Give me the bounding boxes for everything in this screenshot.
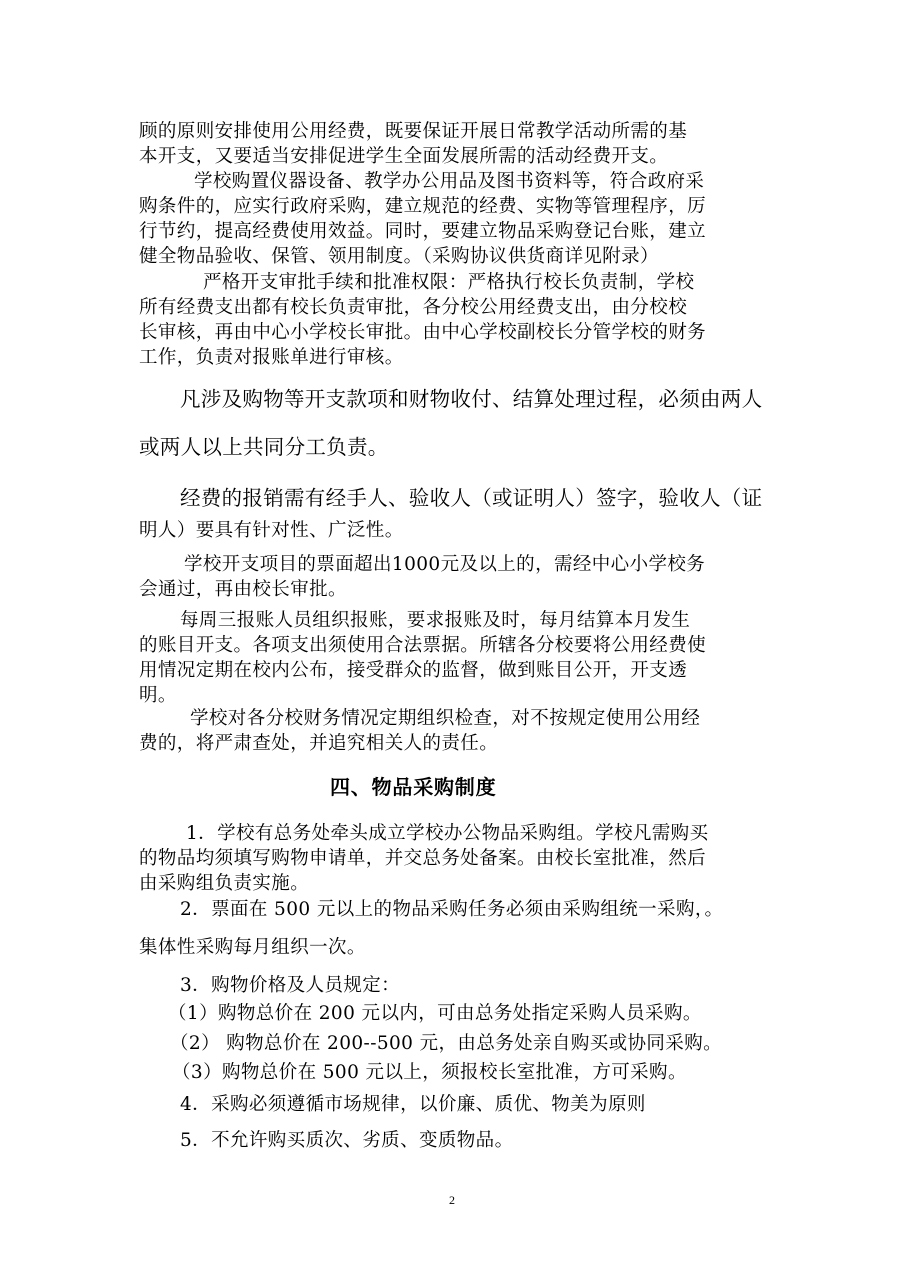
text-line: 2．票面在 500 元以上的物品采购任务必须由采购组统一采购，。 (180, 899, 724, 920)
text-line: 4．采购必须遵循市场规律，以价廉、质优、物美为原则 (180, 1094, 646, 1115)
text-line: 学校对各分校财务情况定期组织检查，对不按规定使用公用经 (190, 708, 701, 729)
text-line: 顾的原则安排使用公用经费，既要保证开展日常教学活动所需的基 (139, 121, 688, 142)
section-heading: 四、物品采购制度 (330, 775, 497, 799)
text-line: 用情况定期在校内公布，接受群众的监督，做到账目公开，开支透 (139, 660, 688, 681)
text-line: 经费的报销需有经手人、验收人（或证明人）签字，验收人（证 (180, 486, 763, 510)
text-line: 所有经费支出都有校长负责审批，各分校公用经费支出，由分校校 (139, 297, 688, 318)
text-line: 会通过，再由校长审批。 (139, 579, 347, 600)
text-line: 费的，将严肃查处，并追究相关人的责任。 (139, 733, 499, 754)
text-line: 每周三报账人员组织报账，要求报账及时，每月结算本月发生 (180, 610, 691, 631)
text-line: 凡涉及购物等开支款项和财物收付、结算处理过程，必须由两人 (180, 387, 763, 411)
text-line: 本开支，又要适当安排促进学生全面发展所需的活动经费开支。 (139, 146, 669, 167)
text-line: 长审核，再由中心小学校长审批。由中心学校副校长分管学校的财务 (139, 322, 707, 343)
text-line: 1．学校有总务处牵头成立学校办公物品采购组。学校凡需购买 (186, 823, 709, 844)
text-line: 的账目开支。各项支出须使用合法票据。所辖各分校要将公用经费使 (139, 635, 707, 656)
text-line: 集体性采购每月组织一次。 (139, 937, 366, 958)
text-line: 的物品均须填写购物申请单，并交总务处备案。由校长室批准，然后 (139, 848, 707, 869)
text-line: 行节约，提高经费使用效益。同时，要建立物品采购登记台账，建立 (139, 221, 707, 242)
text-line: （3）购物总价在 500 元以上，须报校长室批准，方可采购。 (172, 1062, 687, 1083)
text-line: 严格开支审批手续和批准权限：严格执行校长负责制，学校 (203, 272, 695, 293)
text-line: 工作，负责对报账单进行审核。 (139, 347, 404, 368)
text-line: 5．不允许购买质次、劣质、变质物品。 (180, 1130, 514, 1151)
text-line: 明人）要具有针对性、广泛性。 (139, 520, 404, 541)
text-line: 由采购组负责实施。 (139, 873, 310, 894)
text-line: 购条件的，应实行政府采购，建立规范的经费、实物等管理程序，厉 (139, 196, 707, 217)
text-line: 学校购置仪器设备、教学办公用品及图书资料等，符合政府采 (194, 171, 705, 192)
text-line: 健全物品验收、保管、领用制度。（采购协议供货商详见附录） (139, 246, 659, 267)
page-number: 2 (449, 1193, 455, 1207)
text-line: 明。 (139, 685, 177, 706)
text-line: （1）购物总价在 200 元以内，可由总务处指定采购人员采购。 (168, 1003, 702, 1024)
text-line: 或两人以上共同分工负责。 (139, 435, 389, 459)
text-line: （2） 购物总价在 200--500 元，由总务处亲自购买或协同采购。 (170, 1033, 723, 1054)
text-line: 学校开支项目的票面超出1000元及以上的，需经中心小学校务 (184, 554, 706, 575)
text-line: 3．购物价格及人员规定： (180, 975, 401, 996)
